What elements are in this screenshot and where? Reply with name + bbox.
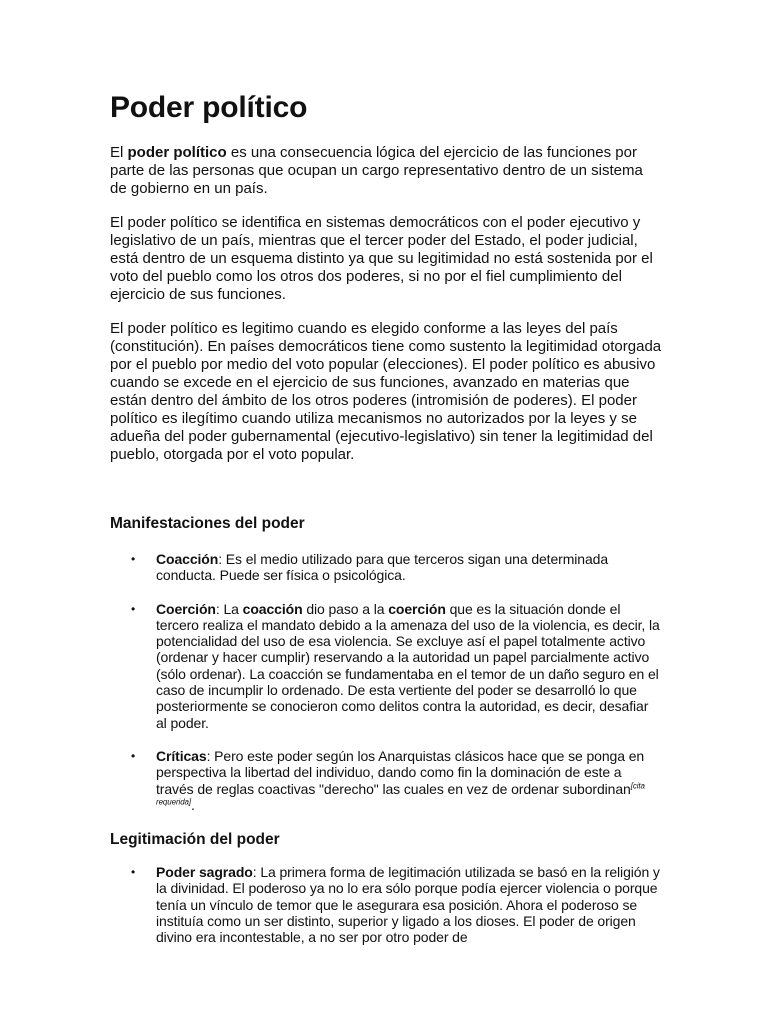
citation-needed-link[interactable]: [cita requerida] <box>156 780 645 807</box>
bullet-icon: • <box>131 601 136 616</box>
paragraph-powers: El poder político se identifica en sistemas democráticos con el poder ejecutivo y legislativo de un país, mientras que el tercer poder del Estado, el poder judicial, está dentro de un esquema distinto ya que su legitimidad no está sostenida por el voto del pueblo como los otros dos poderes, si no por el fiel cumplimiento del ejercicio de sus funciones. <box>110 214 653 303</box>
page-title: Poder político <box>110 91 308 124</box>
intro-prefix: El <box>110 144 128 161</box>
list-item-poder-sagrado <box>110 864 662 945</box>
list-item-coercion <box>110 601 662 731</box>
coercion-text-2: dio paso a la <box>302 600 389 617</box>
coercion-bold-coaccion: coacción <box>242 600 303 617</box>
manifestaciones-list <box>110 551 662 813</box>
term-criticas: Críticas <box>156 747 207 764</box>
coercion-text-1: : La <box>215 600 243 617</box>
bullet-icon: • <box>131 865 136 880</box>
definition-criticas: : Pero este poder según los Anarquistas clásicos hace que se ponga en perspectiva la libertad del individuo, dando como fin la dominación de este a través de reglas coactivas "derecho" las cuales en vez de ordenar subordinan <box>156 747 645 797</box>
list-item-criticas <box>110 748 662 813</box>
paragraph-legitimacy: El poder político es legitimo cuando es elegido conforme a las leyes del país (constitución). En países democráticos tiene como sustento la legitimidad otorgada por el pueblo por medio del voto popular (elecciones). El poder político es abusivo cuando se excede en el ejercicio de sus funciones, avanzado en materias que están dentro del ámbito de los otros poderes (intromisión de poderes). El poder político es ilegítimo cuando utiliza mecanismos no autorizados por la leyes y se adueña del poder gubernamental (ejecutivo-legislativo) sin tener la legitimidad del pueblo, otorgada por el voto popular. <box>110 320 662 463</box>
intro-bold-term: poder político <box>127 144 227 161</box>
intro-rest: es una consecuencia lógica del ejercicio de las funciones por parte de las personas que ocupan un cargo representativo dentro de un sistema de gobierno en un país. <box>110 144 643 197</box>
section-heading-manifestaciones: Manifestaciones del poder <box>110 515 305 532</box>
article-content <box>110 88 662 963</box>
term-coercion: Coerción <box>156 600 216 617</box>
bullet-icon: • <box>131 552 136 566</box>
definition-poder-sagrado: : La primera forma de legitimación utilizada se basó en la religión y la divinidad. El poderoso ya no lo era sólo porque podía ejercer violencia o porque tenía un vínculo de temor que le asegurara esa posición. Ahora el poderoso se instituía como un ser distinto, superior y ligado a los dioses. El poder de origen divino era incontestable, a no ser por otro poder de <box>156 864 660 946</box>
list-item-coaccion <box>110 551 662 584</box>
legitimacion-list <box>110 864 662 945</box>
term-coaccion: Coacción <box>156 551 219 567</box>
section-heading-legitimacion: Legitimación del poder <box>110 831 280 849</box>
intro-paragraph <box>110 144 662 198</box>
definition-coaccion: : Es el medio utilizado para que terceros sigan una determinada conducta. Puede ser física o psicológica. <box>156 551 609 584</box>
coercion-text-3: que es la situación donde el tercero realiza el mandato debido a la amenaza del uso de la violencia, es decir, la potencialidad del uso de esa violencia. Se excluye así el papel totalmente activo (ordenar y hacer cumplir) reservando a la autoridad un papel parcialmente activo (sólo ordenar). La coacción se fundamentaba en el temor de un daño seguro en el caso de incumplir lo ordenado. De esta vertiente del poder se desarrolló lo que posteriormente se conocieron como delitos contra la autoridad, es decir, desafiar al poder. <box>156 600 660 731</box>
bullet-icon: • <box>131 748 136 763</box>
coercion-bold-coercion: coerción <box>388 600 446 617</box>
criticas-end: . <box>191 796 195 813</box>
term-poder-sagrado: Poder sagrado <box>156 864 253 881</box>
